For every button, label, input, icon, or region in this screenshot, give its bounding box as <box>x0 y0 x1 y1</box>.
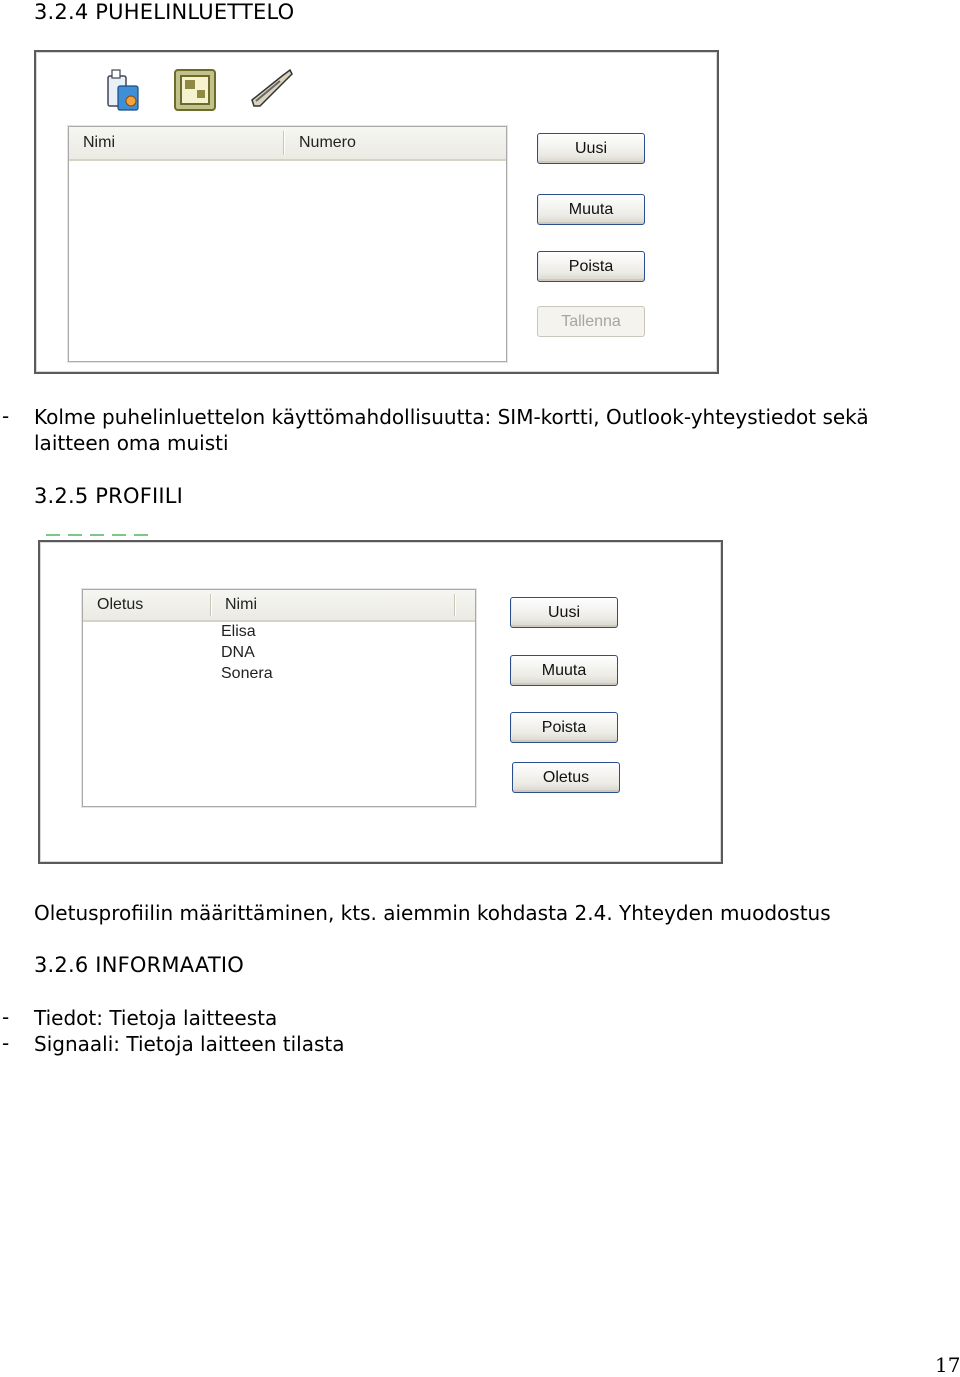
decorative-dash <box>134 534 148 536</box>
column-divider[interactable] <box>283 131 284 155</box>
phone-device-icon[interactable] <box>246 68 296 108</box>
column-divider[interactable] <box>210 594 211 616</box>
new-profile-button[interactable]: Uusi <box>510 597 618 628</box>
save-contact-button[interactable]: Tallenna <box>537 306 645 337</box>
profile-list-header <box>83 590 475 622</box>
decorative-dash <box>46 534 60 536</box>
column-header-name[interactable]: Nimi <box>225 596 257 613</box>
column-header-name[interactable]: Nimi <box>83 134 115 151</box>
bullet-dash: - <box>2 1031 10 1055</box>
info-heading: 3.2.6 INFORMAATIO <box>34 953 244 977</box>
contacts-list-header <box>69 127 506 161</box>
column-header-number[interactable]: Numero <box>299 134 356 151</box>
phonebook-screenshot <box>34 50 719 374</box>
edit-profile-button[interactable]: Muuta <box>510 655 618 686</box>
list-item[interactable]: Sonera <box>221 665 273 682</box>
set-default-profile-button[interactable]: Oletus <box>512 762 620 793</box>
delete-profile-button[interactable]: Poista <box>510 712 618 743</box>
decorative-dash <box>68 534 82 536</box>
phonebook-note-line1: Kolme puhelinluettelon käyttömahdollisuutta: SIM-kortti, Outlook-yhteystiedot sekä <box>34 405 869 429</box>
column-divider[interactable] <box>454 594 455 616</box>
profile-heading: 3.2.5 PROFIILI <box>34 484 184 508</box>
decorative-dash <box>90 534 104 536</box>
delete-contact-button[interactable]: Poista <box>537 251 645 282</box>
list-item[interactable]: Elisa <box>221 623 256 640</box>
profile-screenshot <box>38 540 723 864</box>
edit-contact-button[interactable]: Muuta <box>537 194 645 225</box>
bullet-dash: - <box>2 404 10 428</box>
new-contact-button[interactable]: Uusi <box>537 133 645 164</box>
sim-card-icon[interactable] <box>104 68 146 114</box>
phonebook-heading: 3.2.4 PUHELINLUETTELO <box>34 0 295 24</box>
info-item-signal: Signaali: Tietoja laitteen tilasta <box>34 1032 345 1056</box>
list-item[interactable]: DNA <box>221 644 255 661</box>
phonebook-note-line2: laitteen oma muisti <box>34 431 229 455</box>
column-header-default[interactable]: Oletus <box>97 596 144 613</box>
bullet-dash: - <box>2 1005 10 1029</box>
contacts-list[interactable] <box>68 126 507 362</box>
profile-note: Oletusprofiilin määrittäminen, kts. aiemmin kohdasta 2.4. Yhteyden muodostus <box>34 901 831 925</box>
profile-list[interactable] <box>82 589 476 807</box>
contact-card-icon[interactable] <box>173 68 217 112</box>
decorative-dash <box>112 534 126 536</box>
page-number: 17 <box>935 1353 960 1377</box>
info-item-details: Tiedot: Tietoja laitteesta <box>34 1006 278 1030</box>
